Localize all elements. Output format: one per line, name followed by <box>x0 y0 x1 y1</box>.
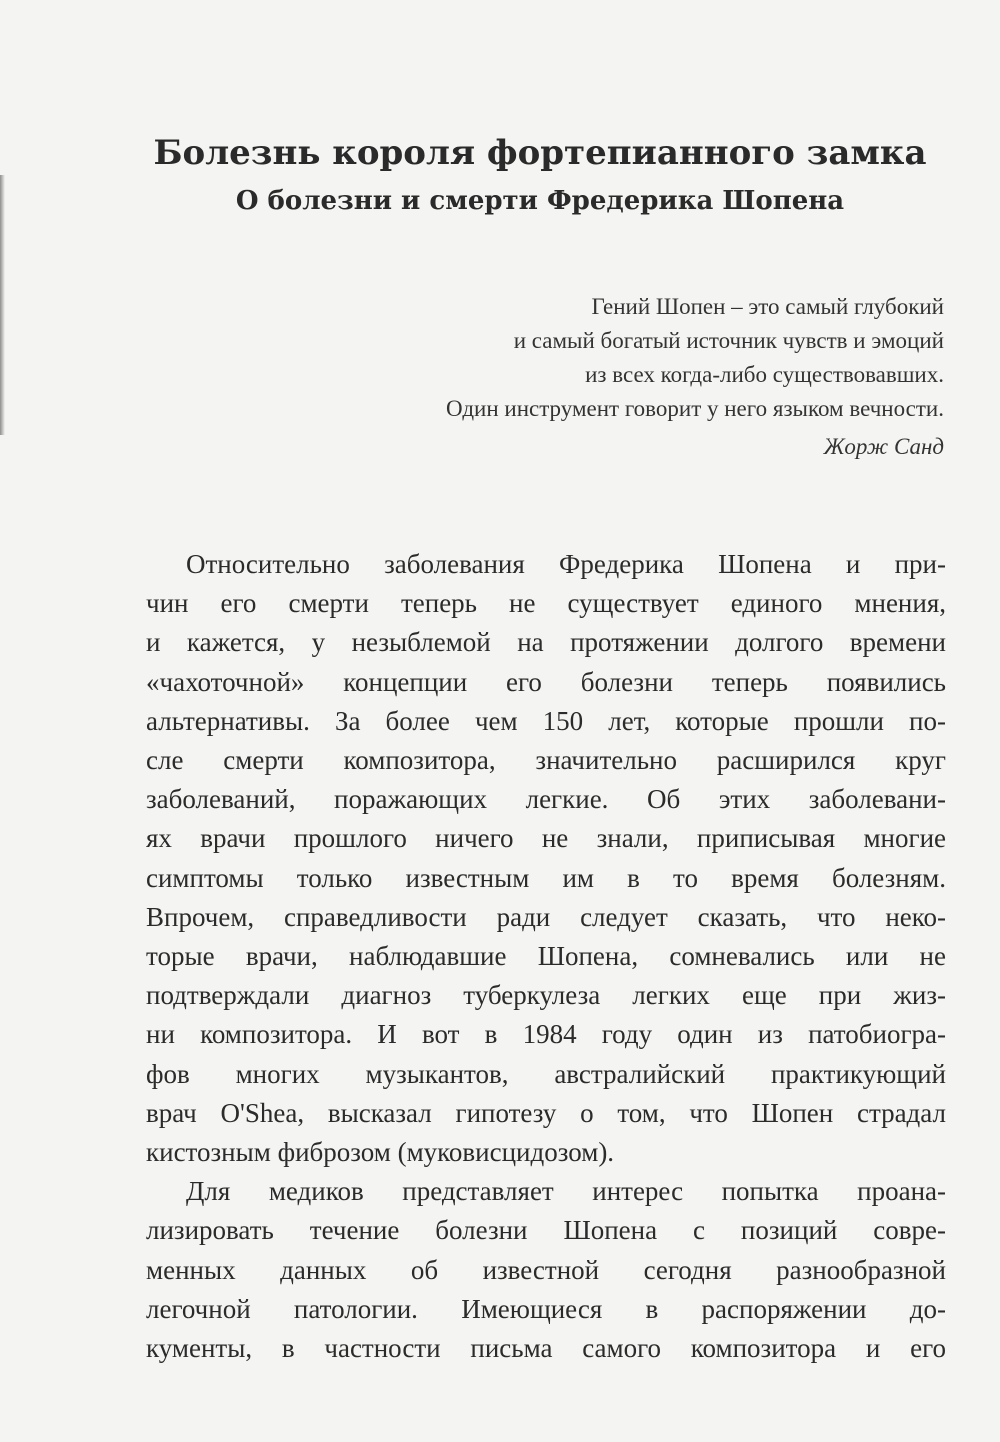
epigraph-line: Один инструмент говорит у него языком вечности. <box>446 396 944 421</box>
text-line: заболеваний, поражающих легкие. Об этих заболевани- <box>146 784 946 815</box>
page-binding-shadow <box>0 175 5 435</box>
text-line: торые врачи, наблюдавшие Шопена, сомневались или не <box>146 941 946 972</box>
text-line: фов многих музыкантов, австралийский практикующий <box>146 1058 946 1089</box>
text-line: ни композитора. И вот в 1984 году один из патобиогра- <box>146 1019 946 1050</box>
text-line: Для медиков представляет интерес попытка проана- <box>186 1176 946 1207</box>
text-line: чин его смерти теперь не существует единого мнения, <box>146 588 946 619</box>
chapter-subtitle: О болезни и смерти Фредерика Шопена <box>235 186 845 216</box>
epigraph-line: и самый богатый источник чувств и эмоций <box>513 328 944 353</box>
text-line: «чахоточной» концепции его болезни теперь появились <box>146 666 946 697</box>
epigraph-author: Жорж Санд <box>823 434 944 459</box>
text-line: ях врачи прошлого ничего не знали, приписывая многие <box>146 823 946 854</box>
text-line: и кажется, у незыблемой на протяжении долгого времени <box>146 627 946 658</box>
text-line: врач O'Shea, высказал гипотезу о том, что Шопен страдал <box>146 1097 946 1128</box>
text-line: симптомы только известным им в то время болезням. <box>146 862 946 893</box>
chapter-title: Болезнь короля фортепианного замка <box>153 133 927 173</box>
text-line: легочной патологии. Имеющиеся в распоряжении до- <box>146 1293 946 1324</box>
paragraph <box>146 545 946 1172</box>
paragraph <box>146 1172 946 1368</box>
text-line: подтверждали диагноз туберкулеза легких еще при жиз- <box>146 980 946 1011</box>
chapter-heading <box>120 128 960 224</box>
text-line: Впрочем, справедливости ради следует сказать, что неко- <box>146 901 946 932</box>
text-line: Относительно заболевания Фредерика Шопена и при- <box>186 549 946 579</box>
text-line: кистозным фиброзом (муковисцидозом). <box>146 1137 615 1168</box>
text-line: сле смерти композитора, значительно расширился круг <box>146 745 946 776</box>
epigraph-line: Гений Шопен – это самый глубокий <box>591 294 944 319</box>
text-line: лизировать течение болезни Шопена с позиций совре- <box>146 1215 946 1246</box>
epigraph-line: из всех когда-либо существовавших. <box>585 362 944 387</box>
body-text <box>146 545 946 1368</box>
text-line: кументы, в частности письма самого композитора и его <box>146 1333 946 1364</box>
text-line: альтернативы. За более чем 150 лет, которые прошли по- <box>146 705 946 736</box>
epigraph <box>244 290 944 464</box>
text-line: менных данных об известной сегодня разнообразной <box>146 1254 946 1285</box>
